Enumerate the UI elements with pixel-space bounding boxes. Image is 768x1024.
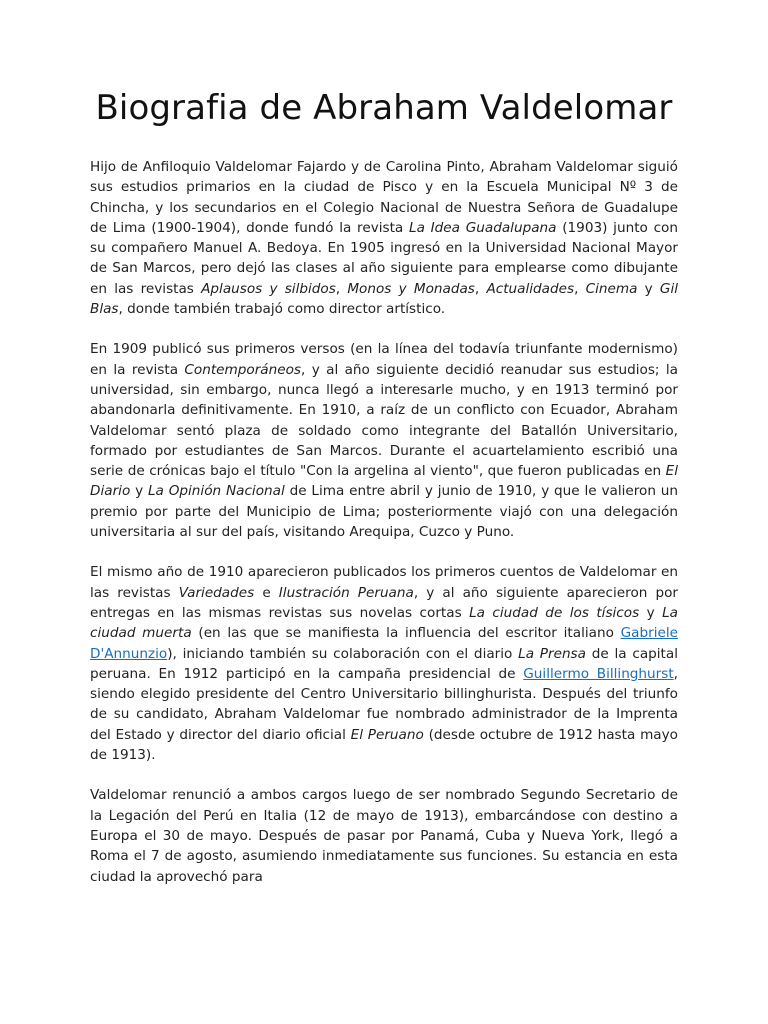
italic-title: La Prensa bbox=[518, 645, 586, 662]
italic-title: Gil Blas bbox=[90, 280, 679, 318]
paragraph bbox=[90, 562, 678, 765]
wiki-link[interactable]: Guillermo Billinghurst bbox=[523, 665, 674, 682]
italic-title: La ciudad muerta bbox=[90, 604, 678, 642]
italic-title: La Opinión Nacional bbox=[147, 483, 285, 500]
paragraph bbox=[90, 785, 678, 886]
italic-title: El Peruano bbox=[350, 726, 424, 743]
paragraph-text: El mismo año de 1910 aparecieron publicados los primeros cuentos de Valdelomar en las revistas bbox=[90, 564, 678, 601]
paragraph-text: , bbox=[474, 280, 487, 297]
italic-title: Aplausos y silbidos bbox=[201, 280, 336, 297]
paragraph-text: de Lima entre abril y junio de 1910, y que le valieron un premio por parte del Municipio de Lima; posteriormente viajó con una delegación universitaria al sur del país, visitando Arequipa, Cuzco y Puno. bbox=[90, 483, 679, 541]
paragraph bbox=[90, 339, 678, 542]
italic-title: Cinema bbox=[585, 280, 638, 297]
italic-title: El Diario bbox=[90, 463, 678, 500]
paragraph-text: , bbox=[574, 280, 586, 297]
italic-title: La Idea Guadalupana bbox=[409, 219, 557, 236]
italic-title: Variedades bbox=[178, 584, 255, 601]
paragraph-text: , bbox=[335, 280, 348, 297]
paragraph-text: ), iniciando también su colaboración con el diario bbox=[167, 645, 519, 662]
paragraph-text: (desde octubre de 1912 hasta mayo de 1913). bbox=[90, 726, 679, 764]
paragraph-text: y bbox=[639, 604, 663, 621]
italic-title: Ilustración Peruana bbox=[278, 584, 414, 601]
italic-title: Actualidades bbox=[486, 280, 575, 297]
paragraph-text: , donde también trabajó como director artístico. bbox=[118, 301, 446, 318]
paragraph-text: (en las que se manifiesta la influencia del escritor italiano bbox=[191, 625, 621, 642]
paragraph-text: de la capital peruana. En 1912 participó en la campaña presidencial de bbox=[90, 645, 678, 682]
paragraph-text: y bbox=[130, 483, 148, 500]
paragraph-text: , siendo elegido presidente del Centro Universitario billinghurista. Después del triunfo de su candidato, Abraham Valdelomar fue nombrado administrador de la Imprenta del Estado y director del diario oficial bbox=[90, 665, 678, 743]
paragraph-text: (1903) junto con su compañero Manuel A. Bedoya. En 1905 ingresó en la Universidad Nacional Mayor de San Marcos, pero dejó las clases al año siguiente para emplearse como dibujante en las revistas bbox=[90, 219, 678, 297]
paragraph bbox=[90, 157, 678, 319]
paragraph-text: Hijo de Anfiloquio Valdelomar Fajardo y de Carolina Pinto, Abraham Valdelomar siguió sus estudios primarios en la ciudad de Pisco y en la Escuela Municipal Nº 3 de Chincha, y los secundarios en el Colegio Nacional de Nuestra Señora de Guadalupe de Lima (1900-1904), donde fundó la revista bbox=[90, 159, 678, 236]
italic-title: Monos y Monadas bbox=[347, 280, 475, 297]
paragraph-text: En 1909 publicó sus primeros versos (en la línea del todavía triunfante modernismo) en la revista bbox=[90, 341, 678, 378]
document-body bbox=[90, 157, 678, 907]
paragraph-text: , y al año siguiente aparecieron por entregas en las mismas revistas sus novelas cortas bbox=[90, 584, 679, 621]
paragraph-text: , y al año siguiente decidió reanudar sus estudios; la universidad, sin embargo, nunca llegó a interesarle mucho, y en 1913 terminó por abandonarla definitivamente. En 1910, a raíz de un conflicto con Ecuador, Abraham Valdelomar sentó plaza de soldado como integrante del Batallón Universitario, formado por estudiantes de San Marcos. Durante el acuartelamiento escribió una serie de crónicas bajo el título "Con la argelina al viento", que fueron publicadas en bbox=[90, 361, 678, 480]
paragraph-text: Valdelomar renunció a ambos cargos luego de ser nombrado Segundo Secretario de la Legación del Perú en Italia (12 de mayo de 1913), embarcándose con destino a Europa el 30 de mayo. Después de pasar por Panamá, Cuba y Nueva York, llegó a Roma el 7 de agosto, asumiendo inmediatamente sus funciones. Su estancia en esta ciudad la aprovechó para bbox=[90, 787, 678, 885]
italic-title: Contemporáneos bbox=[184, 361, 302, 378]
italic-title: La ciudad de los tísicos bbox=[469, 604, 640, 621]
paragraph-text: e bbox=[254, 584, 279, 601]
document-title: Biografia de Abraham Valdelomar bbox=[95, 88, 673, 128]
paragraph-text: y bbox=[637, 280, 660, 297]
wiki-link[interactable]: Gabriele D'Annunzio bbox=[90, 625, 678, 662]
